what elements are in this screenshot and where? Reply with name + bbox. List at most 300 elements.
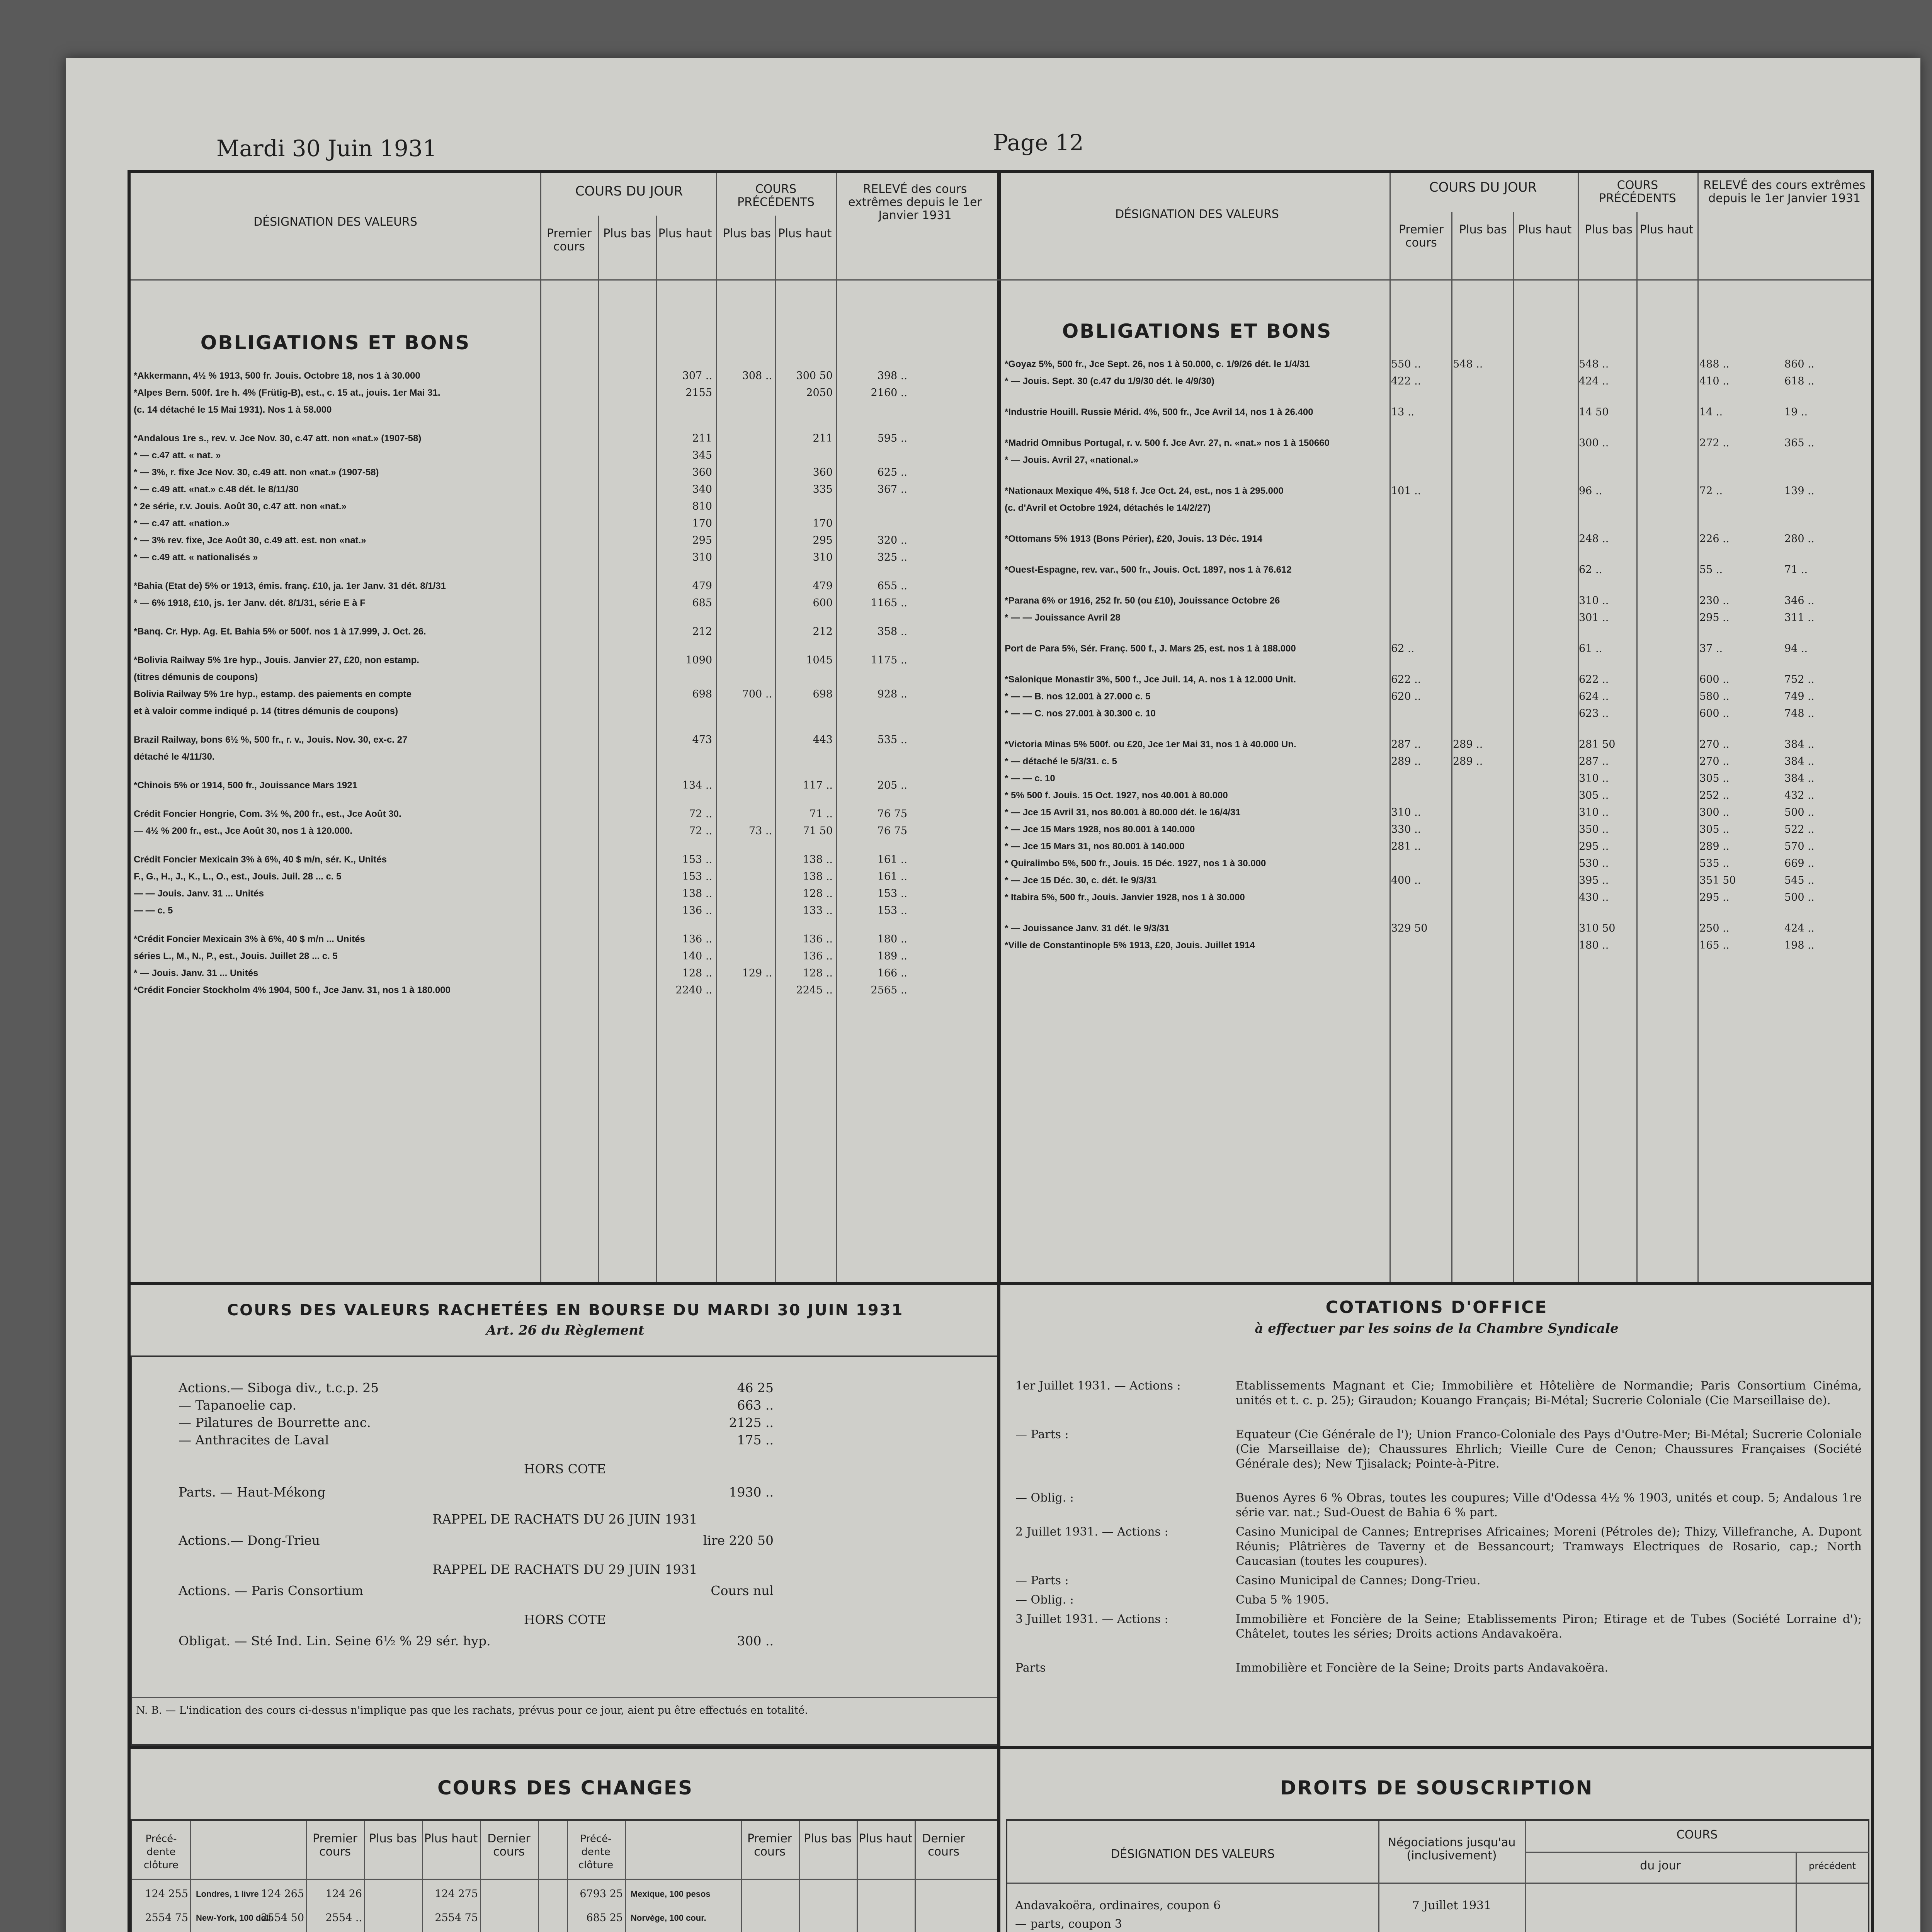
col-rule: [538, 1821, 539, 1932]
price-value: 548 ..: [1453, 358, 1483, 370]
price-value: 300 ..: [1699, 806, 1730, 818]
price-value: 655 ..: [877, 580, 907, 592]
rachat-value: 663 ..: [737, 1398, 774, 1413]
price-value: 153 ..: [877, 888, 907, 900]
rachat-label: — Anthracites de Laval: [179, 1432, 329, 1447]
obligation-name: * — 3% rev. fixe, Jce Août 30, c.49 att. est. non «nat.»: [134, 535, 366, 546]
obligation-name: — — Jouis. Janv. 31 ... Unités: [134, 888, 264, 899]
price-value: 136 ..: [682, 905, 712, 917]
price-value: 600 ..: [1699, 707, 1730, 719]
rachat-label: — Pilatures de Bourrette anc.: [179, 1415, 371, 1430]
obligation-name: * — — Jouissance Avril 28: [1005, 612, 1121, 623]
price-value: 384 ..: [1784, 772, 1815, 784]
rappel-26-heading: RAPPEL DE RACHATS DU 26 JUIN 1931: [432, 1512, 697, 1527]
hors-cote-2-heading: HORS COTE: [524, 1612, 606, 1627]
price-value: 270 ..: [1699, 755, 1730, 767]
price-value: 300 ..: [1579, 437, 1609, 449]
price-value: 479: [813, 580, 833, 592]
changes-h-bas-2: Plus bas: [804, 1832, 852, 1845]
obligation-name: * — détaché le 5/3/31. c. 5: [1005, 756, 1117, 767]
obligation-name: (c. d'Avril et Octobre 1924, détachés le 14/2/27): [1005, 503, 1211, 513]
price-value: 424 ..: [1579, 375, 1609, 387]
obligation-name: F., G., H., J., K., L., O., est., Jouis. Juil. 28 ... c. 5: [134, 871, 342, 882]
right-plus-haut-header: Plus haut: [1518, 223, 1572, 236]
price-value: 301 ..: [1579, 612, 1609, 624]
changes-h-prec-2: Précé- dente clôture: [578, 1833, 614, 1871]
price-value: 700 ..: [742, 688, 772, 700]
obligation-name: * — 6% 1918, £10, js. 1er Janv. dét. 8/1/31, série E à F: [134, 598, 366, 608]
price-value: 367 ..: [877, 483, 907, 495]
obligation-name: Bolivia Railway 5% 1re hyp., estamp. des paiements en compte: [134, 689, 412, 699]
price-value: 128 ..: [803, 967, 833, 979]
rappel-29-label: Actions. — Paris Consortium: [179, 1583, 364, 1598]
cotations-subtitle: à effectuer par les soins de la Chambre Syndicale: [1255, 1321, 1619, 1336]
price-value: 139 ..: [1784, 485, 1815, 497]
droits-h-cours: COURS: [1676, 1828, 1718, 1842]
change-bas: 124 26: [325, 1888, 362, 1900]
cotation-text: Etablissements Magnant et Cie; Immobilière et Hôtelière de Normandie; Paris Consortium Cinéma, unités et t. c. p. 25); Giraudon; Kouango Français; Bi-Métal; Sucrerie Coloniale (Cie Marseillaise de).: [1236, 1379, 1862, 1407]
col-rule: [1697, 173, 1699, 1282]
col-rule: [1578, 173, 1579, 1282]
col-rule: [775, 216, 776, 1282]
price-value: 71 ..: [1784, 564, 1808, 576]
price-value: 749 ..: [1784, 690, 1815, 702]
obligation-name: *Banq. Cr. Hyp. Ag. Et. Bahia 5% or 500f. nos 1 à 17.999, J. Oct. 26.: [134, 626, 426, 637]
obligation-name: *Ouest-Espagne, rev. var., 500 fr., Jouis. Oct. 1897, nos 1 à 76.612: [1005, 565, 1292, 575]
price-value: 2245 ..: [796, 984, 833, 996]
price-value: 170: [692, 517, 712, 529]
col-rule: [836, 173, 837, 1282]
price-value: 153 ..: [682, 854, 712, 866]
change-prev: 124 255: [145, 1888, 188, 1900]
price-value: 310 ..: [1579, 772, 1609, 784]
obligation-name: * — — B. nos 12.001 à 27.000 c. 5: [1005, 691, 1151, 702]
cotation-date: — Oblig. :: [1015, 1593, 1074, 1607]
price-value: 211: [692, 432, 712, 444]
price-value: 522 ..: [1784, 823, 1815, 835]
price-value: 161 ..: [877, 871, 907, 883]
obligation-name: — — c. 5: [134, 905, 173, 916]
cotation-date: — Parts :: [1015, 1428, 1069, 1441]
price-value: 136 ..: [803, 950, 833, 962]
price-value: 335: [813, 483, 833, 495]
price-value: 280 ..: [1784, 533, 1815, 545]
obligation-name: *Bahia (Etat de) 5% or 1913, émis. franç. £10, ja. 1er Janv. 31 dét. 8/1/31: [134, 581, 446, 591]
cotation-date: — Oblig. :: [1015, 1491, 1074, 1505]
rachetees-title: COURS DES VALEURS RACHETÉES EN BOURSE DU MARDI 30 JUIN 1931: [227, 1301, 904, 1319]
price-value: 500 ..: [1784, 891, 1815, 903]
price-value: 329 50: [1391, 922, 1428, 934]
droits-h-designation: DÉSIGNATION DES VALEURS: [1111, 1847, 1275, 1861]
price-value: 62 ..: [1579, 564, 1602, 576]
obligation-name: * 5% 500 f. Jouis. 15 Oct. 1927, nos 40.001 à 80.000: [1005, 790, 1228, 801]
price-value: 138 ..: [803, 871, 833, 883]
price-value: 310 50: [1579, 922, 1616, 934]
left-prec-haut-header: Plus haut: [778, 227, 832, 240]
price-value: 550 ..: [1391, 358, 1421, 370]
price-value: 1090: [685, 654, 712, 666]
left-premier-cours-header: Premier cours: [546, 227, 592, 253]
col-rule: [422, 1821, 423, 1932]
price-value: 310 ..: [1579, 806, 1609, 818]
col-rule: [540, 173, 541, 1282]
obligation-name: * — Jce 15 Déc. 30, c. dét. le 9/3/31: [1005, 875, 1157, 886]
currency-name: Londres, 1 livre: [196, 1889, 259, 1899]
obligation-name: Crédit Foncier Mexicain 3% à 6%, 40 $ m/n, sér. K., Unités: [134, 854, 387, 865]
cotation-date: — Parts :: [1015, 1574, 1069, 1587]
price-value: 410 ..: [1699, 375, 1730, 387]
price-value: 395 ..: [1579, 874, 1609, 886]
price-value: 153 ..: [682, 871, 712, 883]
col-rule: [598, 216, 599, 1282]
obligation-name: *Crédit Foncier Stockholm 4% 1904, 500 f., Jce Janv. 31, nos 1 à 180.000: [134, 985, 451, 995]
center-divider: [997, 173, 1001, 1282]
price-value: 479: [692, 580, 712, 592]
price-value: 170: [813, 517, 833, 529]
droit-name: — parts, coupon 3: [1015, 1917, 1122, 1931]
right-cours-jour-header: COURS DU JOUR: [1429, 180, 1537, 195]
change-dernier: 124 275: [435, 1888, 478, 1900]
change-premier: 2554 50: [261, 1912, 304, 1924]
hors-cote-heading: HORS COTE: [524, 1461, 606, 1476]
header-rule: [131, 279, 1871, 281]
droit-date: 7 Juillet 1931: [1412, 1899, 1492, 1912]
price-value: 180 ..: [877, 933, 907, 945]
price-value: 289 ..: [1699, 840, 1730, 852]
price-value: 535 ..: [1699, 857, 1730, 869]
price-value: 1175 ..: [871, 654, 907, 666]
main-frame: [128, 170, 1874, 1932]
price-value: 2050: [806, 387, 833, 399]
price-value: 473: [692, 734, 712, 746]
price-value: 295: [692, 534, 712, 546]
price-value: 810: [692, 500, 712, 512]
price-value: 325 ..: [877, 551, 907, 563]
rappel-26-value: lire 220 50: [703, 1533, 774, 1548]
col-rule: [915, 1821, 916, 1932]
price-value: 2160 ..: [871, 387, 907, 399]
price-value: 600 ..: [1699, 673, 1730, 685]
price-value: 360: [813, 466, 833, 478]
price-value: 346 ..: [1784, 595, 1815, 607]
price-value: 308 ..: [742, 370, 772, 382]
price-value: 212: [813, 626, 833, 638]
price-value: 500 ..: [1784, 806, 1815, 818]
right-plus-bas-header: Plus bas: [1459, 223, 1507, 236]
obligation-name: * Itabira 5%, 500 fr., Jouis. Janvier 1928, nos 1 à 30.000: [1005, 892, 1245, 903]
right-section-title: OBLIGATIONS ET BONS: [1062, 320, 1332, 342]
price-value: 310 ..: [1391, 806, 1421, 818]
price-value: 622 ..: [1579, 673, 1609, 685]
price-value: 128 ..: [682, 967, 712, 979]
price-value: 618 ..: [1784, 375, 1815, 387]
price-value: 669 ..: [1784, 857, 1815, 869]
change-prev: 2554 75: [145, 1912, 188, 1924]
change-prev: 685 25: [586, 1912, 623, 1924]
price-value: 94 ..: [1784, 643, 1808, 655]
price-value: 2155: [685, 387, 712, 399]
rappel-29-heading: RAPPEL DE RACHATS DU 29 JUIN 1931: [432, 1562, 697, 1577]
price-value: 101 ..: [1391, 485, 1421, 497]
price-value: 430 ..: [1579, 891, 1609, 903]
price-value: 311 ..: [1784, 612, 1815, 624]
right-prec-bas-header: Plus bas: [1585, 223, 1633, 236]
obligation-name: *Crédit Foncier Mexicain 3% à 6%, 40 $ m/n ... Unités: [134, 934, 365, 944]
currency-name: Mexique, 100 pesos: [631, 1889, 711, 1899]
price-value: 76 75: [877, 825, 907, 837]
obligation-name: * 2e série, r.v. Jouis. Août 30, c.47 att. non «nat.»: [134, 501, 347, 512]
obligation-name: Brazil Railway, bons 6½ %, 500 fr., r. v., Jouis. Nov. 30, ex-c. 27: [134, 735, 408, 745]
price-value: 138 ..: [682, 888, 712, 900]
col-rule: [1525, 1852, 1869, 1853]
changes-h-premier-2: Premier cours: [747, 1832, 793, 1859]
cotations-title: COTATIONS D'OFFICE: [1325, 1298, 1548, 1317]
price-value: 424 ..: [1784, 922, 1815, 934]
price-value: 400 ..: [1391, 874, 1421, 886]
changes-h-bas: Plus bas: [369, 1832, 417, 1845]
price-value: 226 ..: [1699, 533, 1730, 545]
changes-h-dernier: Dernier cours: [487, 1832, 531, 1859]
col-rule: [716, 173, 717, 1282]
price-value: 340: [692, 483, 712, 495]
rachetees-box: [131, 1355, 1000, 1746]
price-value: 685: [692, 597, 712, 609]
price-value: 252 ..: [1699, 789, 1730, 801]
price-value: 1165 ..: [871, 597, 907, 609]
price-value: 305 ..: [1699, 823, 1730, 835]
cotation-text: Immobilière et Foncière de la Seine; Droits parts Andavakoëra.: [1236, 1661, 1609, 1675]
obligation-name: (c. 14 détaché le 15 Mai 1931). Nos 1 à 58.000: [134, 405, 332, 415]
price-value: 443: [813, 734, 833, 746]
price-value: 432 ..: [1784, 789, 1815, 801]
price-value: 117 ..: [803, 779, 833, 791]
price-value: 2565 ..: [871, 984, 907, 996]
price-value: 2240 ..: [675, 984, 712, 996]
left-section-title: OBLIGATIONS ET BONS: [200, 332, 471, 354]
cotation-text: Buenos Ayres 6 % Obras, toutes les coupures; Ville d'Odessa 4½ % 1903, unités et coup. 5; Andalous 1re série var. nat.; Sud-Ouest de Bahia 6 % part.: [1236, 1491, 1862, 1519]
price-value: 71 ..: [809, 808, 833, 820]
price-value: 270 ..: [1699, 738, 1730, 750]
col-rule: [567, 1821, 568, 1932]
price-value: 595 ..: [877, 432, 907, 444]
price-value: 281 ..: [1391, 840, 1421, 852]
price-value: 189 ..: [877, 950, 907, 962]
price-value: 860 ..: [1784, 358, 1815, 370]
obligation-name: *Andalous 1re s., rev. v. Jce Nov. 30, c.47 att. non «nat.» (1907-58): [134, 433, 422, 444]
obligation-name: *Parana 6% or 1916, 252 fr. 50 (ou £10), Jouissance Octobre 26: [1005, 595, 1280, 606]
rachat-value: 175 ..: [737, 1432, 774, 1447]
changes-h-haut: Plus haut: [424, 1832, 478, 1845]
mid-rule: [131, 1746, 1871, 1749]
col-rule: [364, 1821, 365, 1932]
price-value: 623 ..: [1579, 707, 1609, 719]
obligation-name: * — c.47 att. « nat. »: [134, 450, 221, 461]
price-value: 133 ..: [803, 905, 833, 917]
nb-note: N. B. — L'indication des cours ci-dessus n'implique pas que les rachats, prévus pour ce jour, aient pu être effectués en totalité.: [136, 1704, 808, 1716]
price-value: 211: [813, 432, 833, 444]
droits-header-rule: [1007, 1883, 1868, 1884]
price-value: 161 ..: [877, 854, 907, 866]
price-value: 96 ..: [1579, 485, 1602, 497]
obligation-name: *Chinois 5% or 1914, 500 fr., Jouissance Mars 1921: [134, 780, 357, 791]
left-releve-header: RELEVÉ des cours extrêmes depuis le 1er Janvier 1931: [848, 182, 982, 222]
obligation-name: *Ottomans 5% 1913 (Bons Périer), £20, Jouis. 13 Déc. 1914: [1005, 534, 1262, 544]
price-value: 14 50: [1579, 406, 1609, 418]
cotation-date: Parts: [1015, 1661, 1046, 1675]
price-value: 928 ..: [877, 688, 907, 700]
obligation-name: * — — c. 10: [1005, 773, 1055, 784]
price-value: 205 ..: [877, 779, 907, 791]
price-value: 384 ..: [1784, 738, 1815, 750]
rappel-29-value: Cours nul: [711, 1583, 774, 1598]
changes-h-prec: Précé- dente clôture: [143, 1833, 179, 1871]
change-dernier: 2554 75: [435, 1912, 478, 1924]
price-value: 134 ..: [682, 779, 712, 791]
price-value: 129 ..: [742, 967, 772, 979]
price-value: 153 ..: [877, 905, 907, 917]
obligation-name: *Bolivia Railway 5% 1re hyp., Jouis. Janvier 27, £20, non estamp.: [134, 655, 419, 665]
price-value: 72 ..: [689, 825, 712, 837]
price-value: 300 50: [796, 370, 833, 382]
price-value: 351 50: [1699, 874, 1736, 886]
obligation-name: séries L., M., N., P., est., Jouis. Juillet 28 ... c. 5: [134, 951, 338, 961]
obligation-name: * — Jce 15 Mars 1928, nos 80.001 à 140.000: [1005, 824, 1195, 835]
changes-h-premier: Premier cours: [312, 1832, 358, 1859]
obligation-name: *Ville de Constantinople 5% 1913, £20, Jouis. Juillet 1914: [1005, 940, 1255, 951]
change-bas: 2554 ..: [325, 1912, 362, 1924]
price-value: 622 ..: [1391, 673, 1421, 685]
currency-name: New-York, 100 doll.: [196, 1913, 274, 1923]
price-value: 71 50: [803, 825, 833, 837]
price-value: 76 75: [877, 808, 907, 820]
col-rule: [656, 216, 657, 1282]
left-designation-header: DÉSIGNATION DES VALEURS: [253, 215, 417, 229]
col-rule: [1525, 1821, 1526, 1932]
col-rule: [480, 1821, 481, 1932]
obligation-name: détaché le 4/11/30.: [134, 752, 215, 762]
price-value: 310 ..: [1579, 595, 1609, 607]
price-value: 198 ..: [1784, 939, 1815, 951]
price-value: 530 ..: [1579, 857, 1609, 869]
obligation-name: Port de Para 5%, Sér. Franç. 500 f., J. Mars 25, est. nos 1 à 188.000: [1005, 643, 1296, 654]
droits-h-precedent: précédent: [1809, 1861, 1856, 1871]
price-value: 289 ..: [1453, 755, 1483, 767]
changes-h-haut-2: Plus haut: [859, 1832, 913, 1845]
right-premier-cours-header: Premier cours: [1398, 223, 1444, 250]
obligation-name: * — Jouissance Janv. 31 dét. le 9/3/31: [1005, 923, 1170, 934]
changes-title: COURS DES CHANGES: [437, 1777, 694, 1799]
col-rule: [857, 1821, 858, 1932]
price-value: 752 ..: [1784, 673, 1815, 685]
change-premier: 124 265: [261, 1888, 304, 1900]
obligation-name: * — 3%, r. fixe Jce Nov. 30, c.49 att. non «nat.» (1907-58): [134, 467, 379, 478]
cotation-text: Immobilière et Foncière de la Seine; Etablissements Piron; Etirage et de Tubes (Société Lorraine d'); Châtelet, toutes les séries; Droits actions Andavakoëra.: [1236, 1612, 1862, 1641]
nb-rule: [132, 1697, 998, 1698]
price-value: 624 ..: [1579, 690, 1609, 702]
obligation-name: *Akkermann, 4½ % 1913, 500 fr. Jouis. Octobre 18, nos 1 à 30.000: [134, 371, 420, 381]
price-value: 62 ..: [1391, 643, 1415, 655]
price-value: 289 ..: [1391, 755, 1421, 767]
price-value: 281 50: [1579, 738, 1616, 750]
price-value: 72 ..: [689, 808, 712, 820]
price-value: 398 ..: [877, 370, 907, 382]
droit-name: Andavakoëra, ordinaires, coupon 6: [1015, 1899, 1221, 1912]
col-rule: [1389, 173, 1391, 1282]
obligation-name: * — Jce 15 Mars 31, nos 80.001 à 140.000: [1005, 841, 1185, 852]
middle-divider-2: [997, 1746, 1000, 1932]
oblig-label: Obligat. — Sté Ind. Lin. Seine 6½ % 29 sér. hyp.: [179, 1633, 491, 1648]
col-rule: [1796, 1852, 1797, 1932]
droits-h-du-jour: du jour: [1640, 1859, 1681, 1872]
obligation-name: *Goyaz 5%, 500 fr., Jce Sept. 26, nos 1 à 50.000, c. 1/9/26 dét. le 1/4/31: [1005, 359, 1310, 369]
price-value: 330 ..: [1391, 823, 1421, 835]
price-value: 19 ..: [1784, 406, 1808, 418]
price-value: 580 ..: [1699, 690, 1730, 702]
price-value: 250 ..: [1699, 922, 1730, 934]
price-value: 287 ..: [1579, 755, 1609, 767]
price-value: 289 ..: [1453, 738, 1483, 750]
rachetees-subtitle: Art. 26 du Règlement: [486, 1323, 645, 1338]
rappel-26-label: Actions.— Dong-Trieu: [179, 1533, 320, 1548]
change-prev: 6793 25: [580, 1888, 623, 1900]
price-value: 295 ..: [1699, 891, 1730, 903]
price-value: 358 ..: [877, 626, 907, 638]
price-value: 136 ..: [803, 933, 833, 945]
obligation-name: *Salonique Monastir 3%, 500 f., Jce Juil. 14, A. nos 1 à 12.000 Unit.: [1005, 674, 1296, 685]
droits-h-negociations: Négociations jusqu'au (inclusivement): [1388, 1836, 1516, 1862]
col-rule: [625, 1821, 626, 1932]
cotation-text: Equateur (Cie Générale de l'); Union Franco-Coloniale des Pays d'Outre-Mer; Bi-Métal; Sucrerie Coloniale (Cie Marseillaise de); Chaussures Ehrlich; Vieille Cure de Cenon; Chaussures Françaises (Société Générale des); New Tjisalack; Pointe-à-Pitre.: [1236, 1428, 1862, 1471]
right-prec-haut-header: Plus haut: [1639, 223, 1694, 236]
price-value: 698: [813, 688, 833, 700]
obligation-name: * — — C. nos 27.001 à 30.300 c. 10: [1005, 708, 1156, 719]
obligation-name: (titres démunis de coupons): [134, 672, 258, 682]
price-value: 365 ..: [1784, 437, 1815, 449]
price-value: 140 ..: [682, 950, 712, 962]
obligation-name: *Alpes Bern. 500f. 1re h. 4% (Frütig-B), est., c. 15 at., jouis. 1er Mai 31.: [134, 388, 440, 398]
rachat-value: 2125 ..: [729, 1415, 774, 1430]
changes-table: [131, 1819, 1000, 1932]
oblig-value: 300 ..: [737, 1633, 774, 1648]
price-value: 72 ..: [1699, 485, 1723, 497]
left-cours-prec-header: COURS PRÉCÉDENTS: [737, 182, 815, 209]
price-value: 310: [813, 551, 833, 563]
price-value: 61 ..: [1579, 643, 1602, 655]
left-prec-bas-header: Plus bas: [723, 227, 771, 240]
price-value: 272 ..: [1699, 437, 1730, 449]
obligation-name: * — Jouis. Avril 27, «national.»: [1005, 455, 1139, 465]
cotation-text: Casino Municipal de Cannes; Dong-Trieu.: [1236, 1574, 1481, 1587]
price-value: 1045: [806, 654, 833, 666]
cotation-date: 3 Juillet 1931. — Actions :: [1015, 1612, 1168, 1626]
price-value: 128 ..: [803, 888, 833, 900]
top-section-bottom: [131, 1282, 1871, 1285]
droits-title: DROITS DE SOUSCRIPTION: [1280, 1777, 1594, 1799]
obligation-name: *Madrid Omnibus Portugal, r. v. 500 f. Jce Avr. 27, n. «nat.» nos 1 à 150660: [1005, 438, 1330, 448]
price-value: 136 ..: [682, 933, 712, 945]
price-value: 320 ..: [877, 534, 907, 546]
price-value: 620 ..: [1391, 690, 1421, 702]
parts-label: Parts. — Haut-Mékong: [179, 1485, 326, 1500]
price-value: 350 ..: [1579, 823, 1609, 835]
cotation-text: Casino Municipal de Cannes; Entreprises Africaines; Moreni (Pétroles de); Thizy, Villefranche, A. Dupont Réunis; Plâtrières de Taverny et de Bessancourt; Tramways Electriques de Rosario, cap.; North Caucasian (toutes les coupures).: [1236, 1525, 1862, 1568]
right-designation-header: DÉSIGNATION DES VALEURS: [1115, 207, 1279, 221]
price-value: 73 ..: [748, 825, 772, 837]
cotation-date: 1er Juillet 1931. — Actions :: [1015, 1379, 1181, 1393]
col-rule: [1378, 1821, 1379, 1932]
price-value: 345: [692, 449, 712, 461]
changes-header-rule: [132, 1879, 998, 1880]
